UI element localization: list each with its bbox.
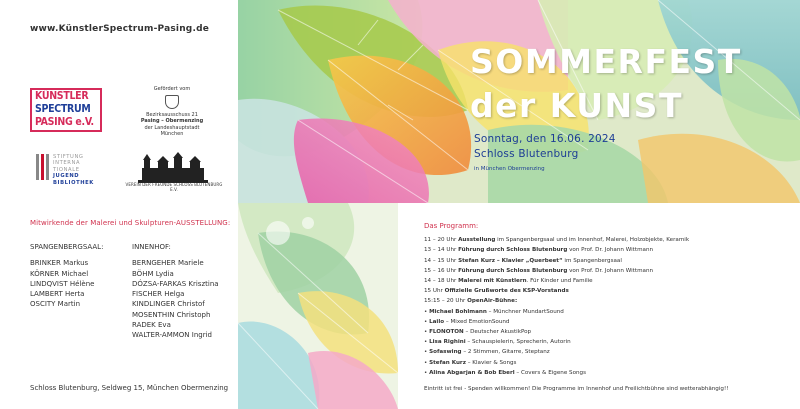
logo-line-1: KÜNSTLER <box>35 90 89 102</box>
program-line-detail: – Klavier & Songs <box>465 359 517 366</box>
program-line-detail: – Münchner MundartSound <box>486 308 564 315</box>
stiftung-line-4: JUGEND <box>53 173 80 180</box>
sponsor-line-1: Gefördert vom <box>153 86 191 92</box>
program-line-detail: – Mixed EmotionSound <box>444 318 510 325</box>
event-district: in München Obermenzing <box>474 166 545 172</box>
program-note: Eintritt ist frei - Spenden willkommen! Die Programme im Innenhof und Freilichtbühne sind wetterabhängig!! <box>424 386 729 393</box>
website-url[interactable]: www.KünstlerSpectrum-Pasing.de <box>30 24 210 34</box>
program-line-time: 14 – 15 Uhr <box>424 257 459 264</box>
stiftung-line-1: STIFTUNG <box>53 154 84 160</box>
program-line <box>424 245 796 255</box>
program-line-detail: – Schauspielerin, Sprecherin, Autorin <box>465 339 571 346</box>
program-line-highlight: Führung durch Schloss Blutenburg <box>458 267 568 274</box>
program-line-time: • <box>424 329 430 336</box>
artist-name: RADEK Eva <box>132 321 171 330</box>
program-line <box>424 307 796 317</box>
program-line-highlight: Sofaswing <box>429 349 462 356</box>
castle-caption: VEREIN DER FREUNDE SCHLOSS BLUTENBURG E.V. <box>125 182 223 192</box>
program-line <box>424 347 796 357</box>
venue-address: Schloss Blutenburg, Seldweg 15, München Obermenzing <box>30 384 229 392</box>
sponsor-line-3: Pasing – Obermenzing <box>140 118 204 125</box>
program-line-time: • <box>424 349 430 356</box>
program-line-highlight: Führung durch Schloss Blutenburg <box>458 247 568 254</box>
program-line-highlight: OpenAir-Bühne: <box>467 298 518 305</box>
program-line <box>424 296 796 306</box>
program-line-detail: – Deutscher AkustikPop <box>463 329 532 336</box>
artist-name: WALTER-AMMON Ingrid <box>132 331 212 340</box>
hero-title-line-1: SOMMERFEST <box>470 42 742 81</box>
artist-name: KINDLINGER Christof <box>132 300 205 309</box>
program-line-detail: im Spangenbergsaal <box>562 257 622 264</box>
program-line <box>424 327 796 337</box>
stiftung-line-3: TIONALE <box>53 166 80 173</box>
program-line-highlight: Stefan Kurz <box>429 359 466 366</box>
event-venue: Schloss Blutenburg <box>474 148 579 160</box>
kuenstlerspectrum-logo <box>30 88 102 132</box>
leaf-artwork-bottom <box>238 203 398 409</box>
program-line-highlight: Stefan Kurz – Klavier „Querbeet“ <box>458 257 563 264</box>
program-line <box>424 368 796 378</box>
sponsor-logo-ba21 <box>132 86 212 137</box>
artist-name: OSCITY Martin <box>30 300 81 309</box>
program-line-highlight: Alina Abgarjan & Bob Eberl <box>429 369 515 376</box>
program-line <box>424 235 796 245</box>
munich-crest-icon <box>165 95 179 109</box>
program-line-detail: von Prof. Dr. Johann Wittmann <box>567 247 654 254</box>
artist-name: DÓZSA-FARKAS Krisztina <box>132 279 219 288</box>
innenhof-heading: INNENHOF: <box>132 243 171 251</box>
logo-line-3: PASING e.V. <box>35 116 94 128</box>
program-line-highlight: Offizielle Grußworte des KSP-Vorstands <box>444 288 569 295</box>
program-line-time: • <box>424 359 430 366</box>
program-title: Das Programm: <box>424 222 479 230</box>
program-line-highlight: FLONOTON <box>429 329 464 336</box>
program-line-time: 11 – 20 Uhr <box>424 237 459 244</box>
program-line-time: 15:15 – 20 Uhr <box>424 298 468 305</box>
program-line <box>424 276 796 286</box>
program-line-time: 15 – 16 Uhr <box>424 267 459 274</box>
program-line-highlight: Lailo <box>429 318 445 325</box>
logo-line-2: SPECTRUM <box>35 103 91 115</box>
sponsor-line-2: Bezirksausschuss 21 <box>146 112 198 119</box>
artist-name: BERNGEHER Mariele <box>132 259 204 268</box>
program-line-detail: . Für Kinder und Familie <box>526 278 593 285</box>
castle-icon <box>138 152 208 186</box>
program-line-time: • <box>424 308 430 315</box>
program-line-time: • <box>424 339 430 346</box>
program-line-time: • <box>424 369 430 376</box>
program-line-highlight: Michael Bohlmann <box>429 308 487 315</box>
artist-name: BRINKER Markus <box>30 259 89 268</box>
program-line-time: 15 Uhr <box>424 288 445 295</box>
program-line-detail: von Prof. Dr. Johann Wittmann <box>567 267 654 274</box>
program-line <box>424 286 796 296</box>
program-line-highlight: Ausstellung <box>458 237 496 244</box>
program-line-detail: – Covers & Eigene Songs <box>514 369 587 376</box>
program-section <box>424 221 796 394</box>
program-line <box>424 317 796 327</box>
event-date: Sonntag, den 16.06. 2024 <box>474 133 616 145</box>
program-line-highlight: Lisa Righini <box>429 339 466 346</box>
program-line-detail: im Spangenbergsaal und im Innenhof, Malerei, Holzobjekte, Keramik <box>495 237 690 244</box>
sponsor-line-4: der Landeshauptstadt <box>144 124 200 131</box>
stiftung-line-5: BIBLIOTHEK <box>53 179 94 186</box>
program-line-time: • <box>424 318 430 325</box>
artist-name: LINDQVIST Hélène <box>30 279 95 288</box>
bars-icon <box>36 154 50 180</box>
exhibitors-title: Mitwirkende der Malerei und Skulpturen-AUSSTELLUNG: <box>30 219 231 227</box>
artist-name: FISCHER Helga <box>132 290 185 299</box>
innenhof-list <box>132 242 219 341</box>
stiftung-jugendbibliothek-logo <box>36 154 102 186</box>
program-line-detail: – 2 Stimmen, Gitarre, Steptanz <box>461 349 550 356</box>
program-line <box>424 358 796 368</box>
program-line <box>424 256 796 266</box>
artist-name: BÖHM Lydia <box>132 269 174 278</box>
sponsor-line-5: München <box>160 130 184 137</box>
hero-title-line-2: der KUNST <box>470 86 683 125</box>
program-line <box>424 266 796 276</box>
program-line-highlight: Malerei mit Künstlern <box>458 278 527 285</box>
spangenbergsaal-heading: SPANGENBERGSAAL: <box>30 243 104 251</box>
program-line-time: 14 – 18 Uhr <box>424 278 459 285</box>
program-line-time: 13 – 14 Uhr <box>424 247 459 254</box>
artist-name: KÖRNER Michael <box>30 269 89 278</box>
artist-name: LAMBERT Herta <box>30 290 85 299</box>
spangenbergsaal-list <box>30 242 103 310</box>
artist-name: MOSENTHIN Christoph <box>132 310 211 319</box>
program-line <box>424 337 796 347</box>
stiftung-line-2: INTERNA <box>53 160 81 167</box>
